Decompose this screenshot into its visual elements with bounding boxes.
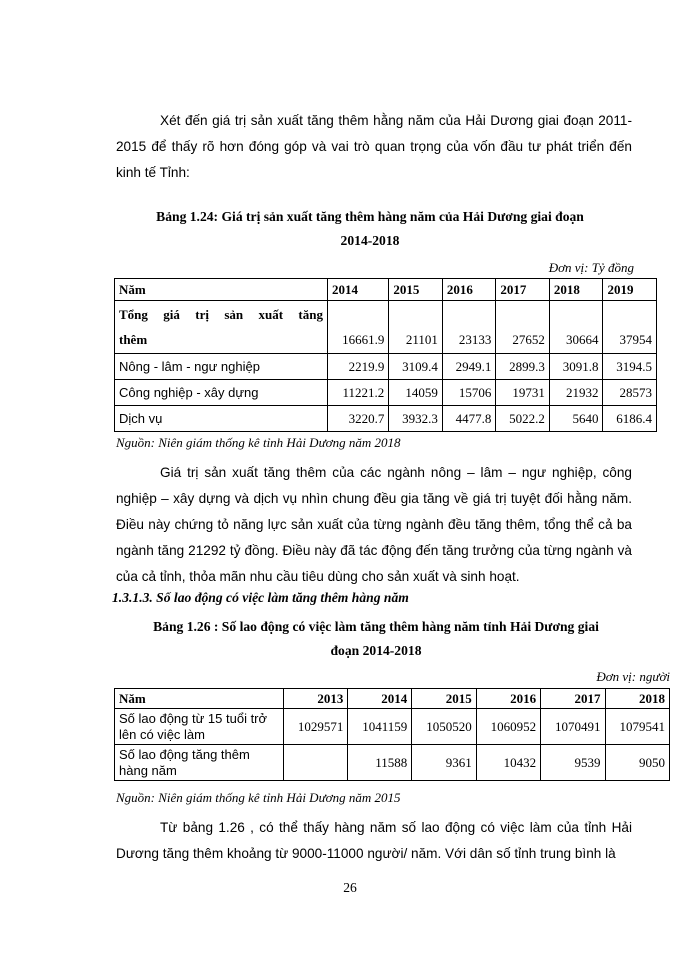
table1-header-cell: 2018 <box>549 279 603 301</box>
table1-cell: 5640 <box>549 406 603 432</box>
table1-row-label: Nông - lâm - ngư nghiệp <box>115 354 328 380</box>
table1-row-label: Dịch vụ <box>115 406 328 432</box>
table2-caption-line2: đoạn 2014-2018 <box>330 643 422 658</box>
table1-cell: 21101 <box>389 301 443 354</box>
table2-cell: 1050520 <box>412 709 476 745</box>
table1-cell: 11221.2 <box>328 380 389 406</box>
intro-paragraph: Xét đến giá trị sản xuất tăng thêm hằng năm của Hải Dương giai đoạn 2011-2015 để thấy rõ hơn đóng góp và vai trò quan trọng của vốn đầu tư phát triển đến kinh tế Tỉnh: <box>116 113 632 180</box>
table2-row-label: Số lao động tăng thêm hàng năm <box>115 745 284 781</box>
table2-header-cell: Năm <box>115 689 284 709</box>
total-label-line1: Tổng giá trị sản xuất tăng <box>119 307 323 322</box>
table2-row <box>115 745 670 781</box>
table1-cell: 3220.7 <box>328 406 389 432</box>
table2-cell: 1070491 <box>541 709 605 745</box>
table1-cell: 3932.3 <box>389 406 443 432</box>
table2-cell: 1060952 <box>476 709 540 745</box>
table2-cell <box>284 745 348 781</box>
table2 <box>114 688 670 781</box>
table2-cell: 1029571 <box>284 709 348 745</box>
table1-cell: 3194.5 <box>603 354 657 380</box>
table1-cell: 4477.8 <box>442 406 496 432</box>
table1-cell: 30664 <box>549 301 603 354</box>
table1-cell: 2219.9 <box>328 354 389 380</box>
table1-cell: 21932 <box>549 380 603 406</box>
table1-cell: 37954 <box>603 301 657 354</box>
table1-header-cell: 2016 <box>442 279 496 301</box>
table1-row-label <box>115 301 328 354</box>
table2-cell: 11588 <box>348 745 412 781</box>
table1-row-label: Công nghiệp - xây dựng <box>115 380 328 406</box>
conclusion-paragraph: Từ bảng 1.26 , có thể thấy hàng năm số lao động có việc làm của tỉnh Hải Dương tăng thêm khoảng từ 9000-11000 người/ năm. Với dân số tỉnh trung bình là <box>116 820 632 861</box>
table1-cell: 3109.4 <box>389 354 443 380</box>
table2-header-cell: 2018 <box>605 689 669 709</box>
table1-cell: 5022.2 <box>496 406 550 432</box>
table2-cell: 9361 <box>412 745 476 781</box>
table2-row-label: Số lao động từ 15 tuổi trở lên có việc làm <box>115 709 284 745</box>
table1-cell: 2899.3 <box>496 354 550 380</box>
section-heading: 1.3.1.3. Số lao động có việc làm tăng thêm hàng năm <box>112 590 409 605</box>
table1-cell: 19731 <box>496 380 550 406</box>
table2-cell: 9539 <box>541 745 605 781</box>
table2-header-cell: 2014 <box>348 689 412 709</box>
table1-cell: 3091.8 <box>549 354 603 380</box>
table2-cell: 9050 <box>605 745 669 781</box>
table1-header-cell: 2019 <box>603 279 657 301</box>
table1-cell: 15706 <box>442 380 496 406</box>
table1-cell: 23133 <box>442 301 496 354</box>
table1-caption-line1: Bảng 1.24: Giá trị sản xuất tăng thêm hàng năm của Hải Dương giai đoạn <box>156 209 584 224</box>
table1-cell: 6186.4 <box>603 406 657 432</box>
table2-cell: 1041159 <box>348 709 412 745</box>
analysis-paragraph: Giá trị sản xuất tăng thêm của các ngành nông – lâm – ngư nghiệp, công nghiệp – xây dựng và dịch vụ nhìn chung đều gia tăng về giá trị tuyệt đối hằng năm. Điều này chứng tỏ năng lực sản xuất của từng ngành đều tăng thêm, tổng thể cả ba ngành tăng 21292 tỷ đồng. Điều này đã tác động đến tăng trưởng của từng ngành và của cả tỉnh, thỏa mãn nhu cầu tiêu dùng cho sản xuất và sinh hoạt. <box>116 465 632 584</box>
table2-cell: 10432 <box>476 745 540 781</box>
table1-cell: 2949.1 <box>442 354 496 380</box>
table1-header-cell: 2014 <box>328 279 389 301</box>
table1-cell: 28573 <box>603 380 657 406</box>
table2-header-row <box>115 689 670 709</box>
table2-caption-line1: Bảng 1.26 : Số lao động có việc làm tăng thêm hàng năm tỉnh Hải Dương giai <box>153 619 599 634</box>
table1-cell: 16661.9 <box>328 301 389 354</box>
table2-header-cell: 2013 <box>284 689 348 709</box>
table2-row <box>115 709 670 745</box>
table1-row <box>115 380 657 406</box>
page-number: 26 <box>343 880 357 895</box>
total-label-line2: thêm <box>119 332 148 347</box>
table1-cell: 14059 <box>389 380 443 406</box>
table1-header-cell: Năm <box>115 279 328 301</box>
table1-header-row <box>115 279 657 301</box>
table1 <box>114 278 657 432</box>
table1-header-cell: 2017 <box>496 279 550 301</box>
table1-row <box>115 354 657 380</box>
table2-header-cell: 2015 <box>412 689 476 709</box>
table2-unit: Đơn vị: người <box>596 669 670 684</box>
table1-total-row <box>115 301 657 354</box>
table2-header-cell: 2017 <box>541 689 605 709</box>
table1-unit: Đơn vị: Tỷ đồng <box>548 260 634 275</box>
table1-cell: 27652 <box>496 301 550 354</box>
table1-header-cell: 2015 <box>389 279 443 301</box>
table1-row <box>115 406 657 432</box>
table2-cell: 1079541 <box>605 709 669 745</box>
table1-source: Nguồn: Niên giám thống kê tỉnh Hải Dương năm 2018 <box>116 435 401 450</box>
table2-source: Nguồn: Niên giám thống kê tỉnh Hải Dương năm 2015 <box>116 790 401 805</box>
table1-caption-line2: 2014-2018 <box>340 233 400 248</box>
table2-header-cell: 2016 <box>476 689 540 709</box>
